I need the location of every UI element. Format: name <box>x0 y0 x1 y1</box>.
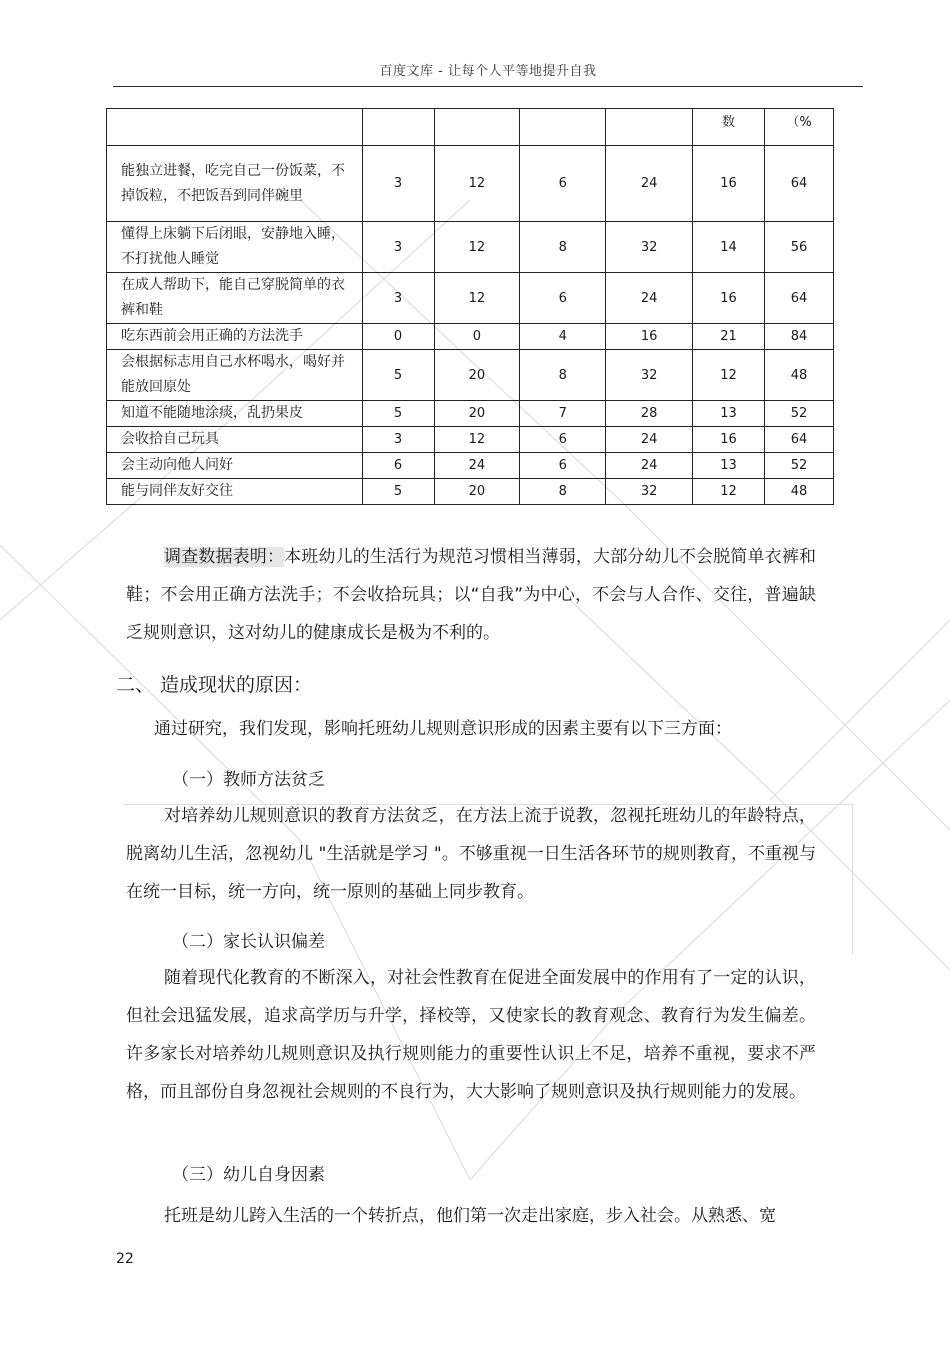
table-cell: 8 <box>520 222 606 273</box>
table-cell: 48 <box>765 350 834 401</box>
table-cell: 8 <box>520 350 606 401</box>
row-label: 会主动向他人问好 <box>107 453 363 479</box>
table-cell: 64 <box>765 273 834 324</box>
row-label: 能与同伴友好交往 <box>107 479 363 505</box>
table-cell: 6 <box>520 273 606 324</box>
header-cell <box>520 109 606 146</box>
table-cell: 12 <box>434 427 520 453</box>
table-cell: 5 <box>362 350 434 401</box>
table-cell: 20 <box>434 479 520 505</box>
table-row <box>107 324 834 350</box>
table-cell: 16 <box>693 427 765 453</box>
table-cell: 32 <box>606 222 693 273</box>
table-cell: 20 <box>434 350 520 401</box>
table-cell: 5 <box>362 401 434 427</box>
table-cell: 5 <box>362 479 434 505</box>
table-cell: 21 <box>693 324 765 350</box>
paragraph-parent-perception: 随着现代化教育的不断深入，对社会性教育在促进全面发展中的作用有了一定的认识，但社会迅猛发展，追求高学历与升学，择校等，又使家长的教育观念、教育行为发生偏差。许多家长对培养幼儿规则意识及执行规则能力的重要性认识上不足，培养不重视，要求不严格，而且部份自身忽视社会规则的不良行为，大大影响了规则意识及执行规则能力的发展。 <box>126 968 816 1102</box>
row-label: 知道不能随地涂痰，乱扔果皮 <box>107 401 363 427</box>
subheading-teacher-method: （一）教师方法贫乏 <box>172 770 325 790</box>
row-label: 在成人帮助下，能自己穿脱简单的衣裤和鞋 <box>107 273 363 324</box>
table-row <box>107 222 834 273</box>
header-cell <box>434 109 520 146</box>
header-cell <box>362 109 434 146</box>
row-label: 吃东西前会用正确的方法洗手 <box>107 324 363 350</box>
table-cell: 24 <box>606 453 693 479</box>
frame-line <box>124 804 854 805</box>
header-cell <box>107 109 363 146</box>
frame-line <box>852 804 853 954</box>
table-cell: 14 <box>693 222 765 273</box>
table-cell: 4 <box>520 324 606 350</box>
row-label: 会根据标志用自己水杯喝水，喝好并能放回原处 <box>107 350 363 401</box>
table-row <box>107 401 834 427</box>
summary-paragraph <box>126 538 816 652</box>
table-cell: 3 <box>362 273 434 324</box>
table-cell: 24 <box>606 427 693 453</box>
table-cell: 6 <box>520 427 606 453</box>
survey-table <box>106 108 834 505</box>
table-cell: 13 <box>693 401 765 427</box>
table-cell: 3 <box>362 222 434 273</box>
row-label: 懂得上床躺下后闭眼，安静地入睡，不打扰他人睡觉 <box>107 222 363 273</box>
table-cell: 12 <box>434 222 520 273</box>
table-row <box>107 427 834 453</box>
table-cell: 12 <box>434 273 520 324</box>
table-cell: 16 <box>693 146 765 222</box>
table-cell: 84 <box>765 324 834 350</box>
summary-label: 调查数据表明： <box>164 547 285 567</box>
table-cell: 24 <box>434 453 520 479</box>
table-row <box>107 350 834 401</box>
table-cell: 24 <box>606 273 693 324</box>
table-cell: 56 <box>765 222 834 273</box>
table-cell: 24 <box>606 146 693 222</box>
row-label: 会收拾自己玩具 <box>107 427 363 453</box>
table-row <box>107 273 834 324</box>
table-cell: 64 <box>765 146 834 222</box>
table-row <box>107 453 834 479</box>
table-cell: 16 <box>606 324 693 350</box>
header-cell: （% <box>765 109 834 146</box>
table-cell: 6 <box>520 453 606 479</box>
header-cell <box>606 109 693 146</box>
table-cell: 12 <box>693 350 765 401</box>
table-cell: 52 <box>765 453 834 479</box>
page-number: 22 <box>116 1251 134 1267</box>
table-cell: 16 <box>693 273 765 324</box>
paragraph-child-factors: 托班是幼儿跨入生活的一个转折点，他们第一次走出家庭，步入社会。从熟悉、宽 <box>164 1206 776 1226</box>
table-cell: 7 <box>520 401 606 427</box>
table-cell: 32 <box>606 350 693 401</box>
table-cell: 28 <box>606 401 693 427</box>
page-header: 百度文库 - 让每个人平等地提升自我 <box>379 64 597 79</box>
table-cell: 12 <box>434 146 520 222</box>
table-row <box>107 479 834 505</box>
table-cell: 13 <box>693 453 765 479</box>
subheading-parent-perception: （二）家长认识偏差 <box>172 932 325 952</box>
table-cell: 32 <box>606 479 693 505</box>
table-cell: 6 <box>362 453 434 479</box>
table-cell: 3 <box>362 427 434 453</box>
table-cell: 0 <box>362 324 434 350</box>
paragraph-teacher-method: 对培养幼儿规则意识的教育方法贫乏，在方法上流于说教，忽视托班幼儿的年龄特点，脱离幼儿生活，忽视幼儿 "生活就是学习 "。不够重视一日生活各环节的规则教育，不重视与在统一目标，统一方向，统一原则的基础上同步教育。 <box>126 806 816 902</box>
summary-text: 本班幼儿的生活行为规范习惯相当薄弱，大部分幼儿不会脱简单衣裤和鞋；不会用正确方法洗手；不会收拾玩具；以“自我”为中心，不会与人合作、交往，普遍缺乏规则意识，这对幼儿的健康成长是极为不利的。 <box>126 547 817 643</box>
header-rule <box>113 86 863 87</box>
table-cell: 0 <box>434 324 520 350</box>
table-header-row <box>107 109 834 146</box>
table-cell: 64 <box>765 427 834 453</box>
table-cell: 52 <box>765 401 834 427</box>
table-cell: 8 <box>520 479 606 505</box>
table-cell: 3 <box>362 146 434 222</box>
table-cell: 20 <box>434 401 520 427</box>
table-cell: 48 <box>765 479 834 505</box>
table-cell: 12 <box>693 479 765 505</box>
section-heading: 二、 造成现状的原因： <box>116 674 313 696</box>
row-label: 能独立进餐，吃完自己一份饭菜，不掉饭粒，不把饭吾到同伴碗里 <box>107 146 363 222</box>
subheading-child-factors: （三）幼儿自身因素 <box>172 1165 325 1185</box>
header-cell: 数 <box>693 109 765 146</box>
table-cell: 6 <box>520 146 606 222</box>
table-row <box>107 146 834 222</box>
section-intro: 通过研究，我们发现，影响托班幼儿规则意识形成的因素主要有以下三方面： <box>154 719 732 739</box>
